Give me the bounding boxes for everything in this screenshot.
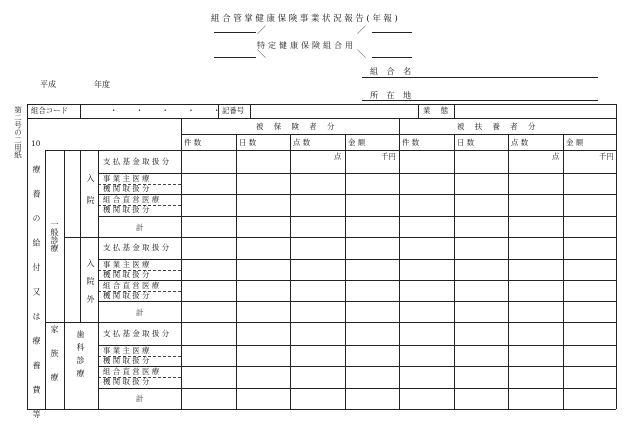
subtitle-divider-backslash-left: ＼ — [257, 50, 267, 60]
row-employer-medical-inpatient: 事 業 主 医 療 機 関 取 扱 分 — [103, 174, 150, 194]
insured-group-header: 被 保 険 者 分 — [256, 122, 339, 131]
title-divider-slash-left: ／ — [257, 26, 267, 36]
inpatient-label-general: 入院 — [86, 174, 95, 218]
row-fund-dental: 支払基金取扱分 — [103, 329, 172, 338]
association-code-field[interactable]: ・ ・ ・ ・ ・ — [110, 106, 229, 115]
col-header-count-insured: 件 数 — [184, 138, 202, 147]
dependents-group-header: 被 扶 養 者 分 — [457, 122, 540, 131]
era-label: 平成 — [40, 80, 56, 89]
unit-points-dependents: 点 — [552, 152, 560, 161]
col-header-points-insured: 点 数 — [293, 138, 311, 147]
general-treatment-label: 一般診療 — [50, 220, 59, 252]
row-direct-medical-dental: 組 合 直 営 医 療 機 関 取 扱 分 — [103, 367, 160, 387]
row-total-inpatient: 計 — [136, 223, 144, 232]
row-direct-medical-inpatient: 組 合 直 営 医 療 機 関 取 扱 分 — [103, 195, 160, 215]
row-employer-medical-outpatient: 事 業 主 医 療 機 関 取 扱 分 — [103, 260, 150, 280]
association-name-line[interactable] — [362, 77, 598, 78]
outpatient-label-general: 入院外 — [86, 259, 95, 313]
unit-yen-dependents: 千円 — [599, 152, 614, 161]
business-type-field[interactable] — [456, 105, 614, 117]
association-name-label: 組 合 名 — [370, 67, 415, 76]
report-subtitle: 特定健康保険組合用 — [257, 41, 356, 50]
address-line[interactable] — [362, 100, 598, 101]
symbol-number-field[interactable] — [252, 105, 416, 117]
col-header-count-dependents: 件 数 — [402, 138, 420, 147]
title-divider-slash-right: ／ — [357, 26, 367, 36]
col-header-amount-insured: 金 額 — [348, 138, 366, 147]
association-code-label: 組合コード — [31, 106, 68, 115]
row-total-dental: 計 — [136, 394, 144, 403]
family-treatment-label: 家族療 — [50, 325, 59, 397]
unit-yen-insured: 千円 — [381, 152, 396, 161]
main-category-label: 療養の給付又は療養費等 — [32, 165, 41, 435]
title-divider-right — [372, 32, 412, 33]
subtitle-divider-backslash-right: ＼ — [357, 50, 367, 60]
address-label: 所 在 地 — [370, 91, 415, 100]
title-divider-left — [214, 32, 256, 33]
col-header-amount-dependents: 金 額 — [566, 138, 584, 147]
row-number: 10 — [31, 139, 41, 148]
row-direct-medical-outpatient: 組 合 直 営 医 療 機 関 取 扱 分 — [103, 281, 160, 301]
report-title: 組合管掌健康保険事業状況報告(年報) — [211, 14, 401, 24]
symbol-number-label: 記番号 — [222, 106, 245, 115]
subtitle-divider-left — [214, 57, 256, 58]
col-header-points-dependents: 点 数 — [511, 138, 529, 147]
row-employer-medical-dental: 事 業 主 医 療 機 関 取 扱 分 — [103, 346, 150, 366]
subtitle-divider-right — [372, 57, 412, 58]
dental-treatment-label: 歯科診療 — [76, 330, 85, 382]
col-header-days-insured: 日 数 — [239, 138, 257, 147]
fiscal-year-label: 年度 — [94, 80, 110, 89]
row-total-outpatient: 計 — [136, 308, 144, 317]
business-type-label: 業 態 — [423, 106, 453, 115]
col-header-days-dependents: 日 数 — [457, 138, 475, 147]
row-fund-inpatient: 支払基金取扱分 — [103, 157, 172, 166]
row-fund-outpatient: 支払基金取扱分 — [103, 243, 172, 252]
unit-points-insured: 点 — [334, 152, 342, 161]
form-side-label: 第二号の二用紙 — [13, 106, 23, 159]
